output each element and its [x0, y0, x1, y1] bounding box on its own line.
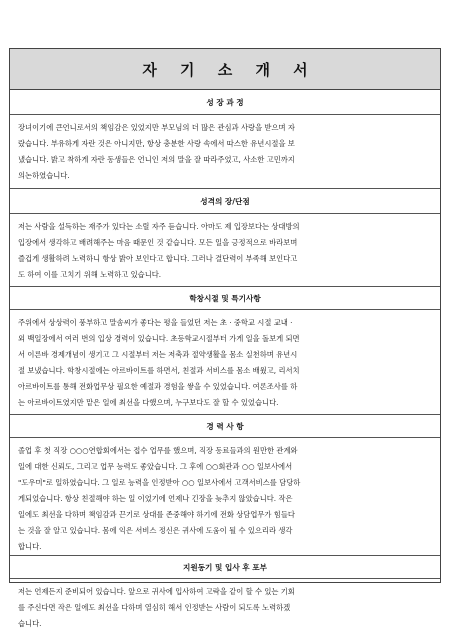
body-line: 외 백일장에서 여러 번의 입상 경력이 있습니다. 초등학교시절부터 가게 일을 돌보게 되면: [18, 334, 300, 343]
section-heading: 지원동기 및 입사 후 포부: [183, 562, 267, 572]
section-body-career: [10, 438, 440, 556]
body-line: 저는 언제든지 준비되어 있습니다. 앞으로 귀사에 입사하여 고락을 같이 할 수 있는 기회: [18, 587, 295, 596]
body-line: 즐겁게 생활하려 노력하니 항상 밝아 보인다고 합니다. 그러나 결단력이 부족해 보인다고: [18, 254, 298, 263]
body-line: 저는 사람을 설득하는 재주가 있다는 소릴 자주 듣습니다. 아마도 제 입장보다는 상대방의: [18, 222, 300, 231]
section-body-school: [10, 310, 440, 415]
section-heading: 학창시절 및 특기사항: [189, 293, 261, 303]
body-line: 주위에서 상상력이 풍부하고 말솜씨가 좋다는 평을 들었던 저는 초 · 중학교 시절 교내 ·: [18, 318, 293, 327]
document-sheet: [9, 48, 441, 628]
body-line: 의논하였습니다.: [18, 171, 70, 180]
section-heading: 성격의 장/단점: [200, 196, 250, 206]
body-line: 를 주신다면 작은 일에도 최선을 다하며 열심히 해서 인정받는 사람이 되도록 노력하겠: [18, 603, 291, 612]
body-line: 습니다.: [18, 619, 42, 628]
body-line: 냈습니다. 밝고 착하게 자란 동생들은 언니인 저의 말을 잘 따라주었고, 사소한 고민까지: [18, 155, 295, 164]
section-body-growth: [10, 115, 440, 189]
section-header-personality: [10, 189, 440, 214]
section-body-motivation: [10, 579, 440, 634]
body-line: 절 보냈습니다. 학창시절에는 아르바이트를 하면서, 친절과 서비스를 몸소 배웠고, 리서치: [18, 366, 300, 375]
body-line: 랐습니다. 부유하게 자란 것은 아니지만, 항상 충분한 사랑 속에서 따스한 유년시절을 보: [18, 139, 295, 148]
document-title: 자 기 소 개 서: [142, 60, 317, 79]
section-heading: 경 력 사 항: [206, 421, 244, 431]
body-line: 도 하여 이를 고치기 위해 노력하고 있습니다.: [18, 270, 162, 279]
title-box: [10, 49, 440, 90]
body-line: 게되었습니다. 항상 친절해야 하는 일 이었기에 언제나 긴장을 늦추지 않았습니다. 작은: [18, 494, 293, 503]
body-line: 졸업 후 첫 직장 ○○○연합회에서는 접수 업무를 했으며, 직장 동료들과의 원만한 관계와: [18, 446, 298, 455]
section-body-personality: [10, 214, 440, 287]
section-header-career: [10, 415, 440, 438]
section-header-school: [10, 287, 440, 310]
body-line: 서 이른바 경제개념이 생기고 그 시절부터 저는 저축과 절약생활을 몸소 실천하며 유년시: [18, 350, 298, 359]
body-line: 아르바이트를 통해 전화업무상 필요한 예절과 경험을 쌓을 수 있었습니다. 여론조사를 하: [18, 382, 298, 391]
body-line: 입장에서 생각하고 배려해주는 마음 때문인 것 같습니다. 모든 일을 긍정적으로 바라보며: [18, 238, 298, 247]
section-header-growth: [10, 90, 440, 115]
body-line: 는 아르바이트였지만 맡은 일에 최선을 다했으며, 누구보다도 잘 할 수 있었습니다.: [18, 398, 279, 407]
body-line: 장녀이기에 큰언니로서의 책임감은 있었지만 부모님의 더 많은 관심과 사랑을 받으며 자: [18, 123, 295, 132]
body-line: 합니다.: [18, 542, 42, 551]
body-line: 일에도 최선을 다하며 책임감과 끈기로 상대를 존중해야 하기에 전화 상담업무가 힘들다: [18, 510, 295, 519]
body-line: 일에 대한 신뢰도, 그리고 업무 능력도 좋았습니다. 그 후에 ○○회관과 ○○ 일보사에서: [18, 462, 293, 471]
body-line: 는 것을 잘 알고 있습니다. 몸에 익은 서비스 정신은 귀사에 도움이 될 수 있으리라 생각: [18, 526, 293, 535]
section-heading: 성 장 과 정: [206, 97, 244, 107]
section-header-motivation: [10, 556, 440, 579]
body-line: "도우미"로 일하였습니다. 그 일로 능력을 인정받아 ○○ 일보사에서 고객서비스를 담당하: [18, 478, 301, 487]
